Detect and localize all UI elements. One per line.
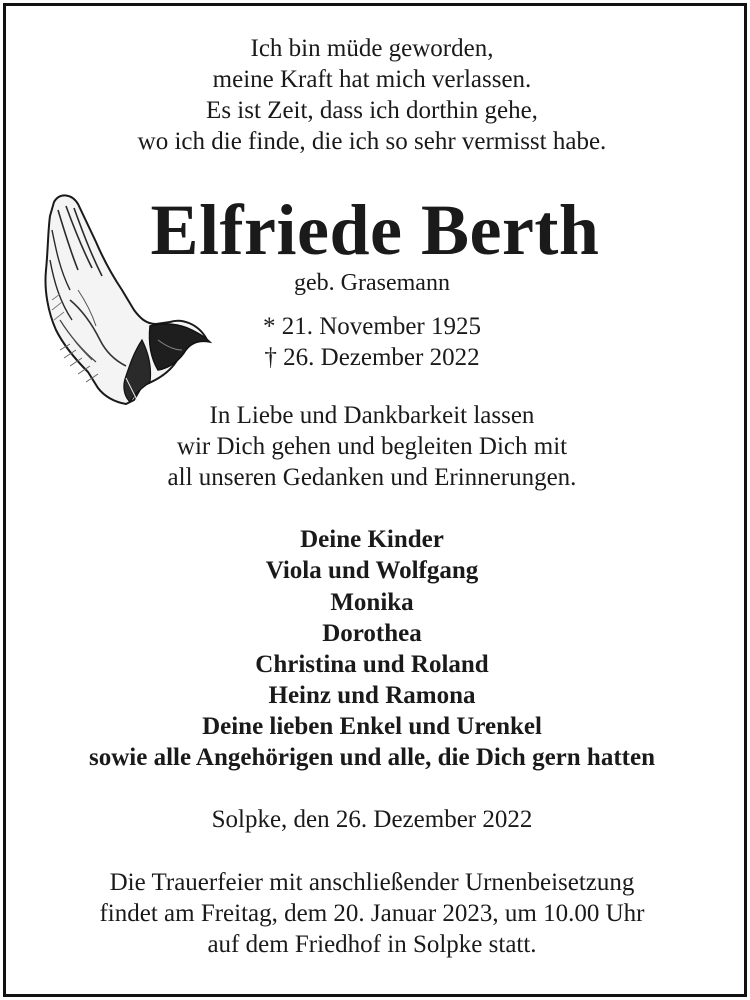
poem-line-1: Ich bin müde geworden, (250, 35, 494, 62)
farewell-line-2: wir Dich gehen und begleiten Dich mit (176, 433, 568, 460)
funeral-line-3: auf dem Friedhof in Solpke statt. (207, 931, 537, 958)
mourner-line-5: Christina und Roland (255, 651, 489, 678)
mourner-line-1: Deine Kinder (300, 526, 444, 553)
funeral-line-1: Die Trauerfeier mit anschließender Urnenbeisetzung (109, 869, 635, 896)
birth-date: * 21. November 1925 (262, 313, 482, 340)
place-date: Solpke, den 26. Dezember 2022 (211, 806, 533, 833)
mourner-line-7: Deine lieben Enkel und Urenkel (202, 713, 542, 740)
deceased-name: Elfriede Berth (150, 190, 600, 270)
mourner-line-6: Heinz und Ramona (268, 682, 476, 709)
birth-name: geb. Grasemann (294, 270, 450, 296)
mourner-line-8: sowie alle Angehörigen und alle, die Dich gern hatten (89, 744, 655, 771)
farewell-line-1: In Liebe und Dankbarkeit lassen (209, 402, 535, 429)
mourner-line-3: Monika (330, 589, 414, 616)
farewell-line-3: all unseren Gedanken und Erinnerungen. (167, 464, 577, 491)
mourner-line-2: Viola und Wolfgang (265, 557, 479, 584)
poem-line-4: wo ich die finde, die ich so sehr vermisst habe. (137, 128, 607, 155)
poem-line-3: Es ist Zeit, dass ich dorthin gehe, (206, 97, 538, 124)
death-date: † 26. Dezember 2022 (264, 344, 480, 371)
mourner-line-4: Dorothea (322, 620, 422, 647)
funeral-line-2: findet am Freitag, dem 20. Januar 2023, um 10.00 Uhr (99, 900, 645, 927)
poem-line-2: meine Kraft hat mich verlassen. (212, 66, 532, 93)
